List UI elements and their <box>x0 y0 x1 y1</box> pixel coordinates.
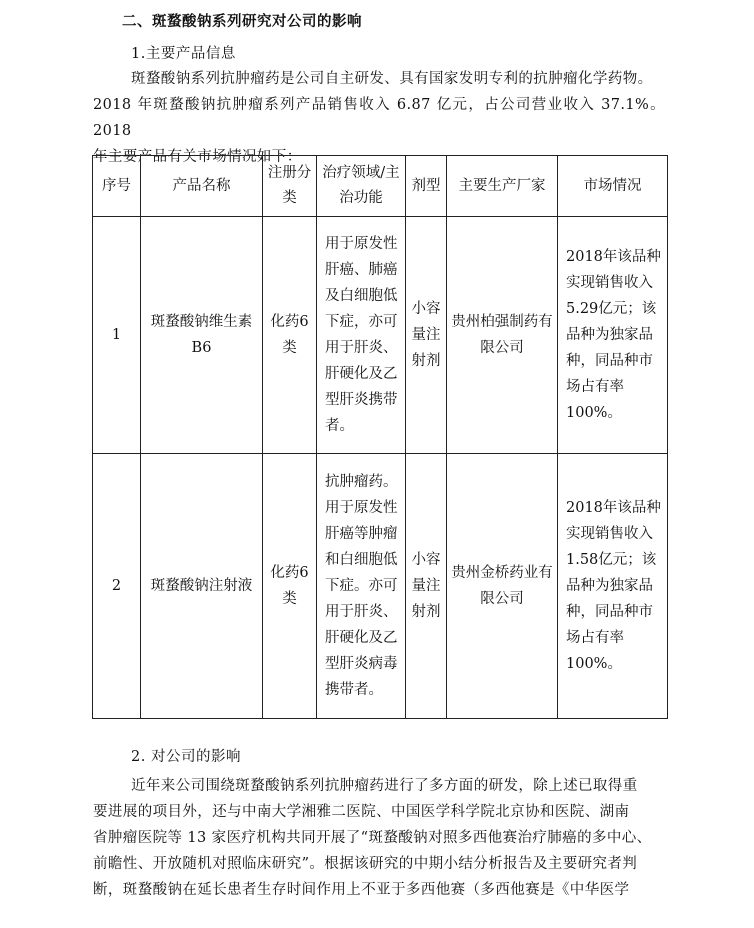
subsection-title-impact: 2. 对公司的影响 <box>131 749 241 765</box>
table-row <box>93 217 668 454</box>
impact-line: 要进展的项目外，还与中南大学湘雅二医院、中国医学科学院北京协和医院、湖南 <box>93 804 630 820</box>
cell-no: 1 <box>93 217 141 454</box>
impact-line: 近年来公司围绕斑蝥酸钠系列抗肿瘤药进行了多方面的研发，除上述已取得重 <box>131 778 638 794</box>
cell-form: 小容量注射剂 <box>406 454 447 719</box>
impact-line: 断，斑蝥酸钠在延长患者生存时间作用上不亚于多西他赛（多西他赛是《中华医学 <box>93 882 630 898</box>
header-cell-indication: 治疗领域/主治功能 <box>317 156 406 217</box>
subsection-title-products: 1.主要产品信息 <box>131 46 236 62</box>
cell-name: 斑蝥酸钠注射液 <box>141 454 263 719</box>
cell-maker: 贵州金桥药业有限公司 <box>447 454 558 719</box>
impact-paragraph <box>93 773 665 903</box>
table-header-row <box>93 156 668 217</box>
header-cell-no: 序号 <box>93 156 141 217</box>
header-cell-form: 剂型 <box>406 156 447 217</box>
cell-name: 斑蝥酸钠维生素B6 <box>141 217 263 454</box>
header-cell-reg: 注册分类 <box>263 156 317 217</box>
cell-market: 2018年该品种实现销售收入1.58亿元；该品种为独家品种，同品种市场占有率100%。 <box>558 454 668 719</box>
cell-indication: 抗肿瘤药。用于原发性肝癌等肿瘤和白细胞低下症。亦可用于肝炎、肝硬化及乙型肝炎病毒携带者。 <box>317 454 406 719</box>
section-heading: 二、斑蝥酸钠系列研究对公司的影响 <box>122 14 362 30</box>
intro-line: 年主要产品有关市场情况如下： <box>93 149 302 165</box>
intro-line: 斑蝥酸钠系列抗肿瘤药是公司自主研发、具有国家发明专利的抗肿瘤化学药物。 <box>131 71 653 87</box>
product-table <box>92 155 668 719</box>
cell-market: 2018年该品种实现销售收入5.29亿元；该品种为独家品种，同品种市场占有率100%。 <box>558 217 668 454</box>
table-row <box>93 454 668 719</box>
impact-line: 前瞻性、开放随机对照临床研究”。根据该研究的中期小结分析报告及主要研究者判 <box>93 856 638 872</box>
header-cell-maker: 主要生产厂家 <box>447 156 558 217</box>
header-cell-name: 产品名称 <box>141 156 263 217</box>
header-cell-market: 市场情况 <box>558 156 668 217</box>
impact-line: 省肿瘤医院等 13 家医疗机构共同开展了“斑蝥酸钠对照多西他赛治疗肺癌的多中心、 <box>93 830 652 846</box>
cell-reg: 化药6类 <box>263 217 317 454</box>
intro-line: 2018 年斑蝥酸钠抗肿瘤系列产品销售收入 6.87 亿元，占公司营业收入 37.1%。2018 <box>93 97 665 139</box>
cell-no: 2 <box>93 454 141 719</box>
cell-reg: 化药6类 <box>263 454 317 719</box>
cell-maker: 贵州柏强制药有限公司 <box>447 217 558 454</box>
cell-form: 小容量注射剂 <box>406 217 447 454</box>
cell-indication: 用于原发性肝癌、肺癌及白细胞低下症，亦可用于肝炎、肝硬化及乙型肝炎携带者。 <box>317 217 406 454</box>
